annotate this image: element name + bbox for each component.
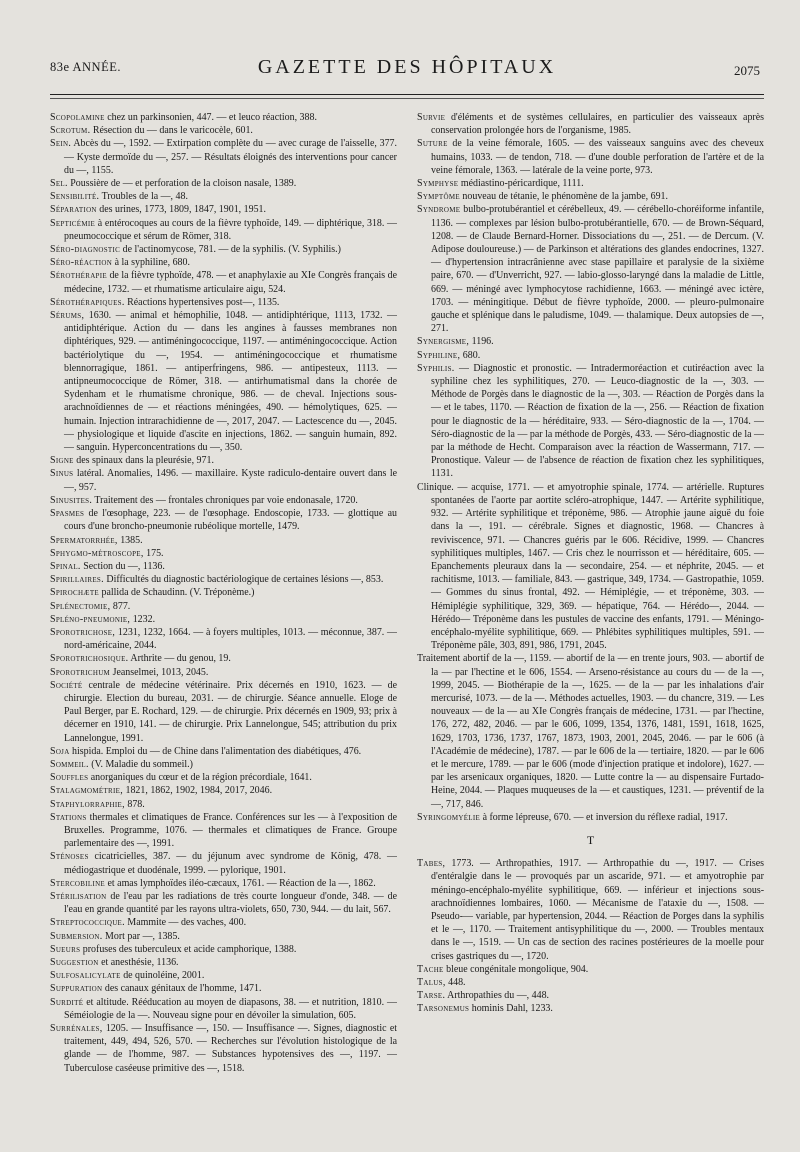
- entry-heading: Sténoses: [50, 851, 89, 863]
- entry-text: thermales et climatiques de France. Conférences sur les — à l'exposition de Bruxelles. Programme, 1076. — thermales et climatiques de France. Groupe parlementaire des —, 1991.: [64, 811, 397, 850]
- entry-text: Traitement des — frontales chroniques par voie endonasale, 1720.: [92, 494, 358, 506]
- entry-heading: Séro-réaction: [50, 257, 113, 269]
- index-entry: [50, 996, 397, 1022]
- index-entry: [50, 771, 397, 784]
- index-entry: [50, 560, 397, 573]
- entry-heading: Syphilis.: [417, 362, 455, 374]
- index-entry: [50, 296, 397, 309]
- entry-text: 1205. — Insuffisance —, 150. — Insuffisance —. Signes, diagnostic et traitement, 449, 494, 526, 570. — Recherches sur l'évolution histologique de la glande — de l'homme, 987. — Substances hypotensives des —, 1197. — Tuberculose caséeuse primitive des —, 1518.: [64, 1023, 397, 1074]
- index-entry: [417, 989, 764, 1002]
- entry-heading: Spermatorrhée,: [50, 534, 118, 546]
- entry-text: des spinaux dans la pleurésie, 971.: [73, 455, 214, 467]
- index-columns: [50, 111, 764, 1075]
- entry-heading: Syndrome: [417, 204, 461, 216]
- entry-text: Clinique. — acquise, 1771. — et amyotrophie spinale, 1774. — artérielle. Ruptures spontanées de l'aorte par aortite scléro-atrophique, 1447. — Artérite syphilitique, 932. — Artérite syphilitique et tréponème, 986. — Atrophie jaune aiguë du foie dans la —, 191. — cérébrale. Signes et diagnostic, 1968. — Chancres à reviviscence, 971. — Chancres guéris par le 606. Récidive, 1999. — Chancres syphilitiques multiples, 1467. — Cris chez le nourrisson et — héréditaire, 605. — Epanchements pleuraux dans la — secondaire, 254. — et néphrite, 2045. — et rachitisme, 1013. — familiale, 843. — gastrique, 349, 1734. — Gastropathie, 1059. — Gommes du sinus frontal, 492. — Hémiplégie, — et tréponème, 303. — Hémiplégie syphilitique, 329, 369. — hépatique, 764. — Hérédo—, 2044. — Hérédo— Tréponème dans les pustules de vaccine des enfants, 1791. — Méningo-encéphalo-myélite syphilitique, 669. — Phlébites syphilitiques multiples, 591. — Tréponème pâle, 303, 891, 986, 1791, 2045.: [417, 481, 764, 652]
- entry-heading: Sulfosalicylate: [50, 970, 121, 982]
- entry-heading: Septicémie: [50, 217, 96, 229]
- entry-text: 1630. — animal et hémophilie, 1048. — antidiphtérique, 1113, 1732. — antidiphtérique. Action du — dans les angines à fausses membranes non diphtériques, 929. — antiméningococcique, 1197. — antiméningococcique. Action bactériolytique du —, 1954. — antiméningococcique et rhumatisme blennorragique, 1861. — antiperfringens, 986. — antipesteux, 1113. — antipneumococcique de Römer, 318. — antirhumatismal dans la chorée de Sydenham et le rhumatisme chronique, 986. — de cheval. Injections sous-arachnoïdiennes de — et réactions méningées, 490. — hémolytiques, 625. — humain. Injection intrarachidienne de —, 2017, 2047. — Lactescence du —, 2045. — physiologique et liquide d'ascite en injections, 1862. — sanguin humain, 892. — sanguin. Hyperconcentrations du —, 350.: [64, 310, 397, 454]
- index-entry: [50, 982, 397, 995]
- index-entry: [50, 943, 397, 956]
- index-entry: [50, 256, 397, 269]
- entry-heading: Société: [50, 679, 83, 691]
- index-entry: [50, 467, 397, 493]
- right-column-s-entries: [417, 111, 764, 824]
- entry-heading: Sinus: [50, 468, 74, 480]
- index-entry: [417, 349, 764, 362]
- entry-heading: Sommeil.: [50, 758, 89, 770]
- entry-heading: Surrénales,: [50, 1023, 103, 1035]
- entry-heading: Signe: [50, 455, 74, 467]
- entry-text: Mammite — des vaches, 400.: [124, 917, 247, 929]
- index-entry: [50, 203, 397, 216]
- entry-heading: Syphiline,: [417, 349, 461, 361]
- entry-heading: Sérums,: [50, 310, 85, 322]
- entry-heading: Séparation: [50, 204, 97, 216]
- index-entry: [50, 613, 397, 626]
- entry-text: de l'actinomycose, 781. — de la syphilis. (V. Syphilis.): [120, 244, 341, 256]
- index-entry: [417, 190, 764, 203]
- entry-text: pallida de Schaudinn. (V. Tréponème.): [98, 587, 255, 599]
- entry-text: 1821, 1862, 1902, 1984, 2017, 2046.: [123, 785, 273, 797]
- entry-text: cicatricielles, 387. — du jéjunum avec syndrome de König, 478. — médiogastrique et duodénale, 1999. — pylorique, 1901.: [64, 851, 397, 876]
- entry-heading: Stérilisation: [50, 890, 107, 902]
- index-entry: [417, 811, 764, 824]
- index-entry: [50, 124, 397, 137]
- index-entry: [417, 362, 764, 481]
- entry-text: médiastino-péricardique, 1111.: [458, 178, 584, 190]
- entry-heading: Spléno-pneumonie,: [50, 613, 131, 625]
- header-rule: [50, 98, 764, 99]
- entry-text: Jeanselmei, 1013, 2045.: [110, 666, 209, 678]
- entry-heading: Sérothérapiques.: [50, 296, 125, 308]
- index-entry: [50, 626, 397, 652]
- entry-text: — Diagnostic et pronostic. — Intradermoréaction et cutiréaction avec la syphiline chez les syphilitiques, 270. — Leuco-diagnostic de la —, 303. — Méthode de Porgès dans le diagnostic de la —, 303. — Réaction de Porgès dans la — et le tabes, 1170. — Réaction de fixation de la —, 256. — Réaction de fixation pour le diagnostic de la — héréditaire, 933. — Séro-diagnostic de la —, 1704. — Séro-diagnostic de la — par la méthode de Porgès, 433. — Séro-diagnostic de la — par la méthode de Hecht. Comparaison avec la réaction de Wassermann, 717. — Pronostique. Valeur — de l'absence de réaction de fixation chez les syphilitiques, 1131.: [431, 362, 764, 480]
- index-entry: [417, 976, 764, 989]
- entry-text: Arthrite — du genou, 19.: [128, 653, 231, 665]
- entry-text: de l'œsophage, 223. — de l'œsophage. Endoscopie, 1733. — glottique au cours d'une broncho-pneumonie rubéolique mortelle, 1479.: [64, 508, 397, 533]
- entry-heading: Tabes,: [417, 858, 446, 870]
- entry-heading: Submersion.: [50, 930, 103, 942]
- entry-heading: Spirillaires.: [50, 574, 104, 586]
- right-column: [417, 111, 764, 1075]
- index-entry: [50, 111, 397, 124]
- index-entry: [417, 111, 764, 137]
- index-entry: [417, 177, 764, 190]
- index-entry: [417, 137, 764, 177]
- entry-text: à la syphiline, 680.: [112, 257, 190, 269]
- index-entry: [50, 243, 397, 256]
- entry-text: bleue congénitale mongolique, 904.: [443, 963, 589, 975]
- entry-heading: Talus,: [417, 977, 446, 988]
- entry-heading: Sinusites.: [50, 494, 93, 506]
- entry-text: 175.: [143, 547, 164, 559]
- index-entry: [50, 190, 397, 203]
- entry-heading: Splénectomie,: [50, 600, 111, 612]
- entry-heading: Sensibilité.: [50, 191, 100, 203]
- index-entry: [50, 811, 397, 851]
- entry-heading: Tarsonemus: [417, 1003, 470, 1015]
- entry-text: Arthropathies du —, 448.: [445, 990, 550, 1002]
- entry-heading: Souffles: [50, 772, 89, 784]
- index-entry: [50, 877, 397, 890]
- entry-text: 1232.: [130, 613, 156, 625]
- entry-heading: Synergisme,: [417, 336, 470, 348]
- index-entry: [50, 534, 397, 547]
- entry-text: Résection du — dans le varicocèle, 601.: [90, 125, 253, 137]
- entry-heading: Spirochæte: [50, 587, 99, 599]
- entry-text: Troubles de la —, 48.: [99, 191, 188, 203]
- journal-year: 83e ANNÉE.: [50, 60, 121, 74]
- entry-heading: Sphygmo-métroscope,: [50, 547, 144, 559]
- entry-text: (V. Maladie du sommeil.): [88, 758, 193, 770]
- entry-heading: Sporotrichose,: [50, 626, 116, 638]
- entry-heading: Sueurs: [50, 943, 81, 955]
- index-entry: [417, 963, 764, 976]
- entry-text: latéral. Anomalies, 1496. — maxillaire. Kyste radiculo-dentaire ouvert dans le —, 957.: [64, 468, 397, 493]
- entry-heading: Tache: [417, 963, 444, 975]
- entry-heading: Staphylorraphie,: [50, 798, 125, 810]
- index-entry: [417, 203, 764, 335]
- entry-heading: Suppuration: [50, 983, 103, 995]
- section-letter-t: T: [586, 832, 595, 847]
- entry-text: 1385.: [117, 534, 143, 546]
- entry-heading: Syringomyélie: [417, 811, 481, 823]
- index-entry: [417, 652, 764, 810]
- entry-heading: Suture: [417, 138, 448, 150]
- entry-text: à entérocoques au cours de la fièvre typhoïde, 149. — diphtérique, 318. — pneumococcique et sérum de Römer, 318.: [64, 217, 397, 242]
- entry-heading: Sporotrichosique.: [50, 653, 129, 665]
- index-entry: [50, 758, 397, 771]
- index-entry: [50, 956, 397, 969]
- index-entry: [50, 969, 397, 982]
- entry-text: d'éléments et de systèmes cellulaires, en particulier des vaisseaux après conservation prolongée hors de l'organisme, 1985.: [431, 112, 764, 137]
- right-column-t-entries: [417, 857, 764, 1015]
- entry-text: et amas lymphoïdes iléo-cæcaux, 1761. — Réaction de la —, 1862.: [105, 877, 376, 889]
- index-entry: [50, 137, 397, 177]
- entry-text: anorganiques du cœur et de la région précordiale, 1641.: [88, 772, 312, 784]
- index-entry: [50, 745, 397, 758]
- entry-heading: Streptococcique.: [50, 917, 125, 929]
- index-entry: [50, 1022, 397, 1075]
- entry-text: et altitude. Rééducation au moyen de diapasons, 38. — et nutrition, 1810. — Séméiologie de la —. Nouveau signe pour en dévoiler la simulation, 605.: [64, 996, 397, 1021]
- entry-text: centrale de médecine vétérinaire. Prix décernés en 1910, 1623. — de chirurgie. Election du bureau, 2031. — de chirurgie. Séance annuelle. Eloge de Paul Berger, par E. Rochard, 129. — de chirurgie. Prix décernés en 1909, 93; prix à décerner en 1910, 141. — de chirurgie. Prix Lannelongue, 545; attribution du prix Lannelongue, 1991.: [64, 679, 397, 744]
- index-entry: [50, 916, 397, 929]
- page-number: 2075: [734, 63, 760, 78]
- entry-text: nouveau de tétanie, le phénomène de la jambe, 691.: [459, 191, 668, 203]
- entry-text: Réactions hypertensives post—, 1135.: [124, 296, 280, 308]
- journal-title: GAZETTE DES HÔPITAUX: [257, 56, 557, 78]
- index-entry: [50, 798, 397, 811]
- entry-heading: Sel.: [50, 178, 68, 190]
- entry-text: de l'eau par les radiations de très courte longueur d'onde, 348. — de l'eau en grande quantité par les rayons ultra-violets, 650, 730, 944. — du lait, 567.: [64, 890, 397, 916]
- entry-heading: Spinal.: [50, 560, 81, 572]
- index-entry: [50, 573, 397, 586]
- entry-heading: Stalagmométrie,: [50, 785, 123, 797]
- entry-text: Mort par —, 1385.: [102, 930, 180, 942]
- entry-text: 680.: [460, 349, 481, 361]
- index-entry: [417, 481, 764, 653]
- entry-heading: Symphyse: [417, 178, 459, 190]
- index-entry: [50, 494, 397, 507]
- entry-text: de quinoléine, 2001.: [120, 970, 205, 982]
- entry-text: à forme lépreuse, 670. — et inversion du réflexe radial, 1917.: [480, 811, 728, 823]
- index-entry: [50, 586, 397, 599]
- index-entry: [50, 217, 397, 243]
- entry-text: chez un parkinsonien, 447. — et leuco réaction, 388.: [104, 112, 317, 123]
- entry-heading: Sporotrichum: [50, 666, 111, 678]
- entry-text: 878.: [124, 798, 145, 810]
- entry-heading: Séro-diagnostic: [50, 244, 121, 256]
- entry-text: 877.: [110, 600, 131, 612]
- index-entry: [50, 850, 397, 876]
- entry-heading: Tarse.: [417, 990, 446, 1002]
- index-entry: [50, 784, 397, 797]
- page-header: [50, 52, 764, 95]
- index-entry: [50, 666, 397, 679]
- index-entry: [50, 652, 397, 665]
- index-entry: [50, 507, 397, 533]
- entry-text: et anesthésie, 1136.: [98, 957, 179, 968]
- entry-text: Section du —, 1136.: [80, 560, 165, 572]
- entry-text: des urines, 1773, 1809, 1847, 1901, 1951.: [96, 204, 266, 216]
- entry-heading: Surdité: [50, 996, 84, 1008]
- entry-text: Traitement abortif de la —, 1159. — abortif de la — en trente jours, 903. — abortif de la — par l'hectine et le 606, 1554. — Arseno-résistance au cours du — de la —, 1999, 2045. — Biothérapie de la —, 1625. — de la — par les inhalations d'air mercurisé, 1073. — de la —. Méthodes actuelles, 1903. — du chancre, 319. — Les nouveaux — de la — au XIe Congrès français de médecine, 1731. — par l'hectine, 176, 272, 482, 2046. — par le 606, 1099, 1354, 1376, 1481, 1591, 1618, 1625, 1629, 1703, 1736, 1737, 1767, 1873, 1903, 2001, 2045, 2046. — par le 606 (à l'Académie de médecine), 1787. — par le 606 de la — tertiaire, 1820. — par le 606 et le mercure, 1789. — par le 606 (mode d'injection pratique et indolore), 1627. — par les arsenicaux organiques, 1820. — Lutte contre la — au dispensaire Furtado-Heine, 2044. — Plaques muqueuses de la — et caustiques, 1231. — préventif de la —, 717, 846.: [417, 653, 764, 810]
- entry-heading: Sérothérapie: [50, 270, 107, 282]
- index-entry: [417, 335, 764, 348]
- entry-text: 1231, 1232, 1664. — à foyers multiples, 1013. — méconnue, 387. — nord-américaine, 2044.: [64, 626, 397, 652]
- index-entry: [50, 930, 397, 943]
- entry-heading: Stercobiline: [50, 877, 106, 889]
- index-entry: [50, 679, 397, 745]
- entry-text: 1196.: [469, 336, 494, 348]
- entry-text: bulbo-protubérantiel et cérébelleux, 49. — cérébello-choréiforme infantile, 1136. — complexes par lésion bulbo-protubérantielle, 670. — de Brown-Séquard, 1208. — de Claude Bernard-Horner. Dissociations du —, 251. — de Dercum. (V. Adipose douloureuse.) — de Parkinson et altérations des glandes endocrines, 1327. — d'hypertension intracrânienne avec stase papillaire et paralysie de la sixième paire, 670. — d'Unverricht, 927. — labio-glosso-laryngé dans la maladie de Little, 669. — méningé avec lymphocytose rachidienne, 1663. — méningé avec ictère, 1703. — méningitique. Début de fièvre typhoïde, 2000. — pleuro-pulmonaire gauche et splénique dans le paludisme, 1049. — thalamique. Deux autopsies de —, 271.: [431, 204, 764, 335]
- entry-text: profuses des tuberculeux et acide camphorique, 1388.: [80, 943, 297, 955]
- entry-text: hispida. Emploi du — de Chine dans l'alimentation des diabétiques, 476.: [69, 745, 362, 757]
- index-entry: [50, 890, 397, 916]
- index-entry: [417, 857, 764, 963]
- entry-text: Abcès du —, 1592. — Extirpation complète du — avec curage de l'aisselle, 377. — Kyste dermoïde du —, 257. — Résultats éloignés des interventions pour cancer du —, 1155.: [64, 138, 397, 176]
- entry-text: 1773. — Arthropathies, 1917. — Arthropathie du —, 1917. — Crises d'entéralgie dans le — provoqués par un ascaride, 971. — et amyotrophie par méningo-encéphalo-myélite syphilitique, 669. — inférieur et injections sous-arachnoïdiennes lombaires, 1060. — Mécanisme de l'ataxie du —, 1508. — Pseudo-— variable, par hypertension, 2044. — Réaction de Porges dans la syphilis et le —, 1170. — Traitement antisyphilitique du —, 2000. — Troubles mentaux dans le —, 1519. — Un cas de section des racines postérieures de la moelle pour crises gastriques du —, 1720.: [431, 858, 764, 962]
- index-entry: [50, 600, 397, 613]
- entry-heading: Symptôme: [417, 191, 460, 203]
- index-entry: [50, 309, 397, 454]
- entry-heading: Spasmes: [50, 508, 85, 520]
- entry-heading: Scopolamine: [50, 112, 105, 123]
- index-entry: [417, 1002, 764, 1015]
- entry-text: Difficultés du diagnostic bactériologique de certaines lésions —, 853.: [103, 574, 384, 586]
- entry-text: Poussière de — et perforation de la cloison nasale, 1389.: [67, 178, 297, 190]
- entry-heading: Soja: [50, 745, 70, 757]
- index-entry: [50, 177, 397, 190]
- entry-text: de la fièvre typhoïde, 478. — et anaphylaxie au XIe Congrès français de médecine, 1732. — et rhumatisme articulaire aigu, 524.: [64, 270, 397, 295]
- entry-heading: Sein.: [50, 138, 72, 150]
- entry-text: hominis Dahl, 1233.: [469, 1003, 553, 1015]
- left-column: [50, 111, 397, 1075]
- entry-text: des canaux génitaux de l'homme, 1471.: [102, 983, 262, 995]
- entry-text: de la veine fémorale, 1605. — des vaisseaux sanguins avec des cheveux humains, 1033. — de tendon, 718. — d'une double perforation de l'artère et de la veine fémorale, 1363. — latérale de la veine porte, 973.: [431, 138, 764, 176]
- entry-heading: Suggestion: [50, 957, 99, 968]
- entry-heading: Scrotum.: [50, 125, 91, 137]
- index-entry: [50, 269, 397, 295]
- entry-text: 448.: [445, 977, 466, 988]
- entry-heading: Stations: [50, 811, 87, 823]
- entry-heading: Survie: [417, 112, 446, 123]
- index-entry: [50, 547, 397, 560]
- index-entry: [50, 454, 397, 467]
